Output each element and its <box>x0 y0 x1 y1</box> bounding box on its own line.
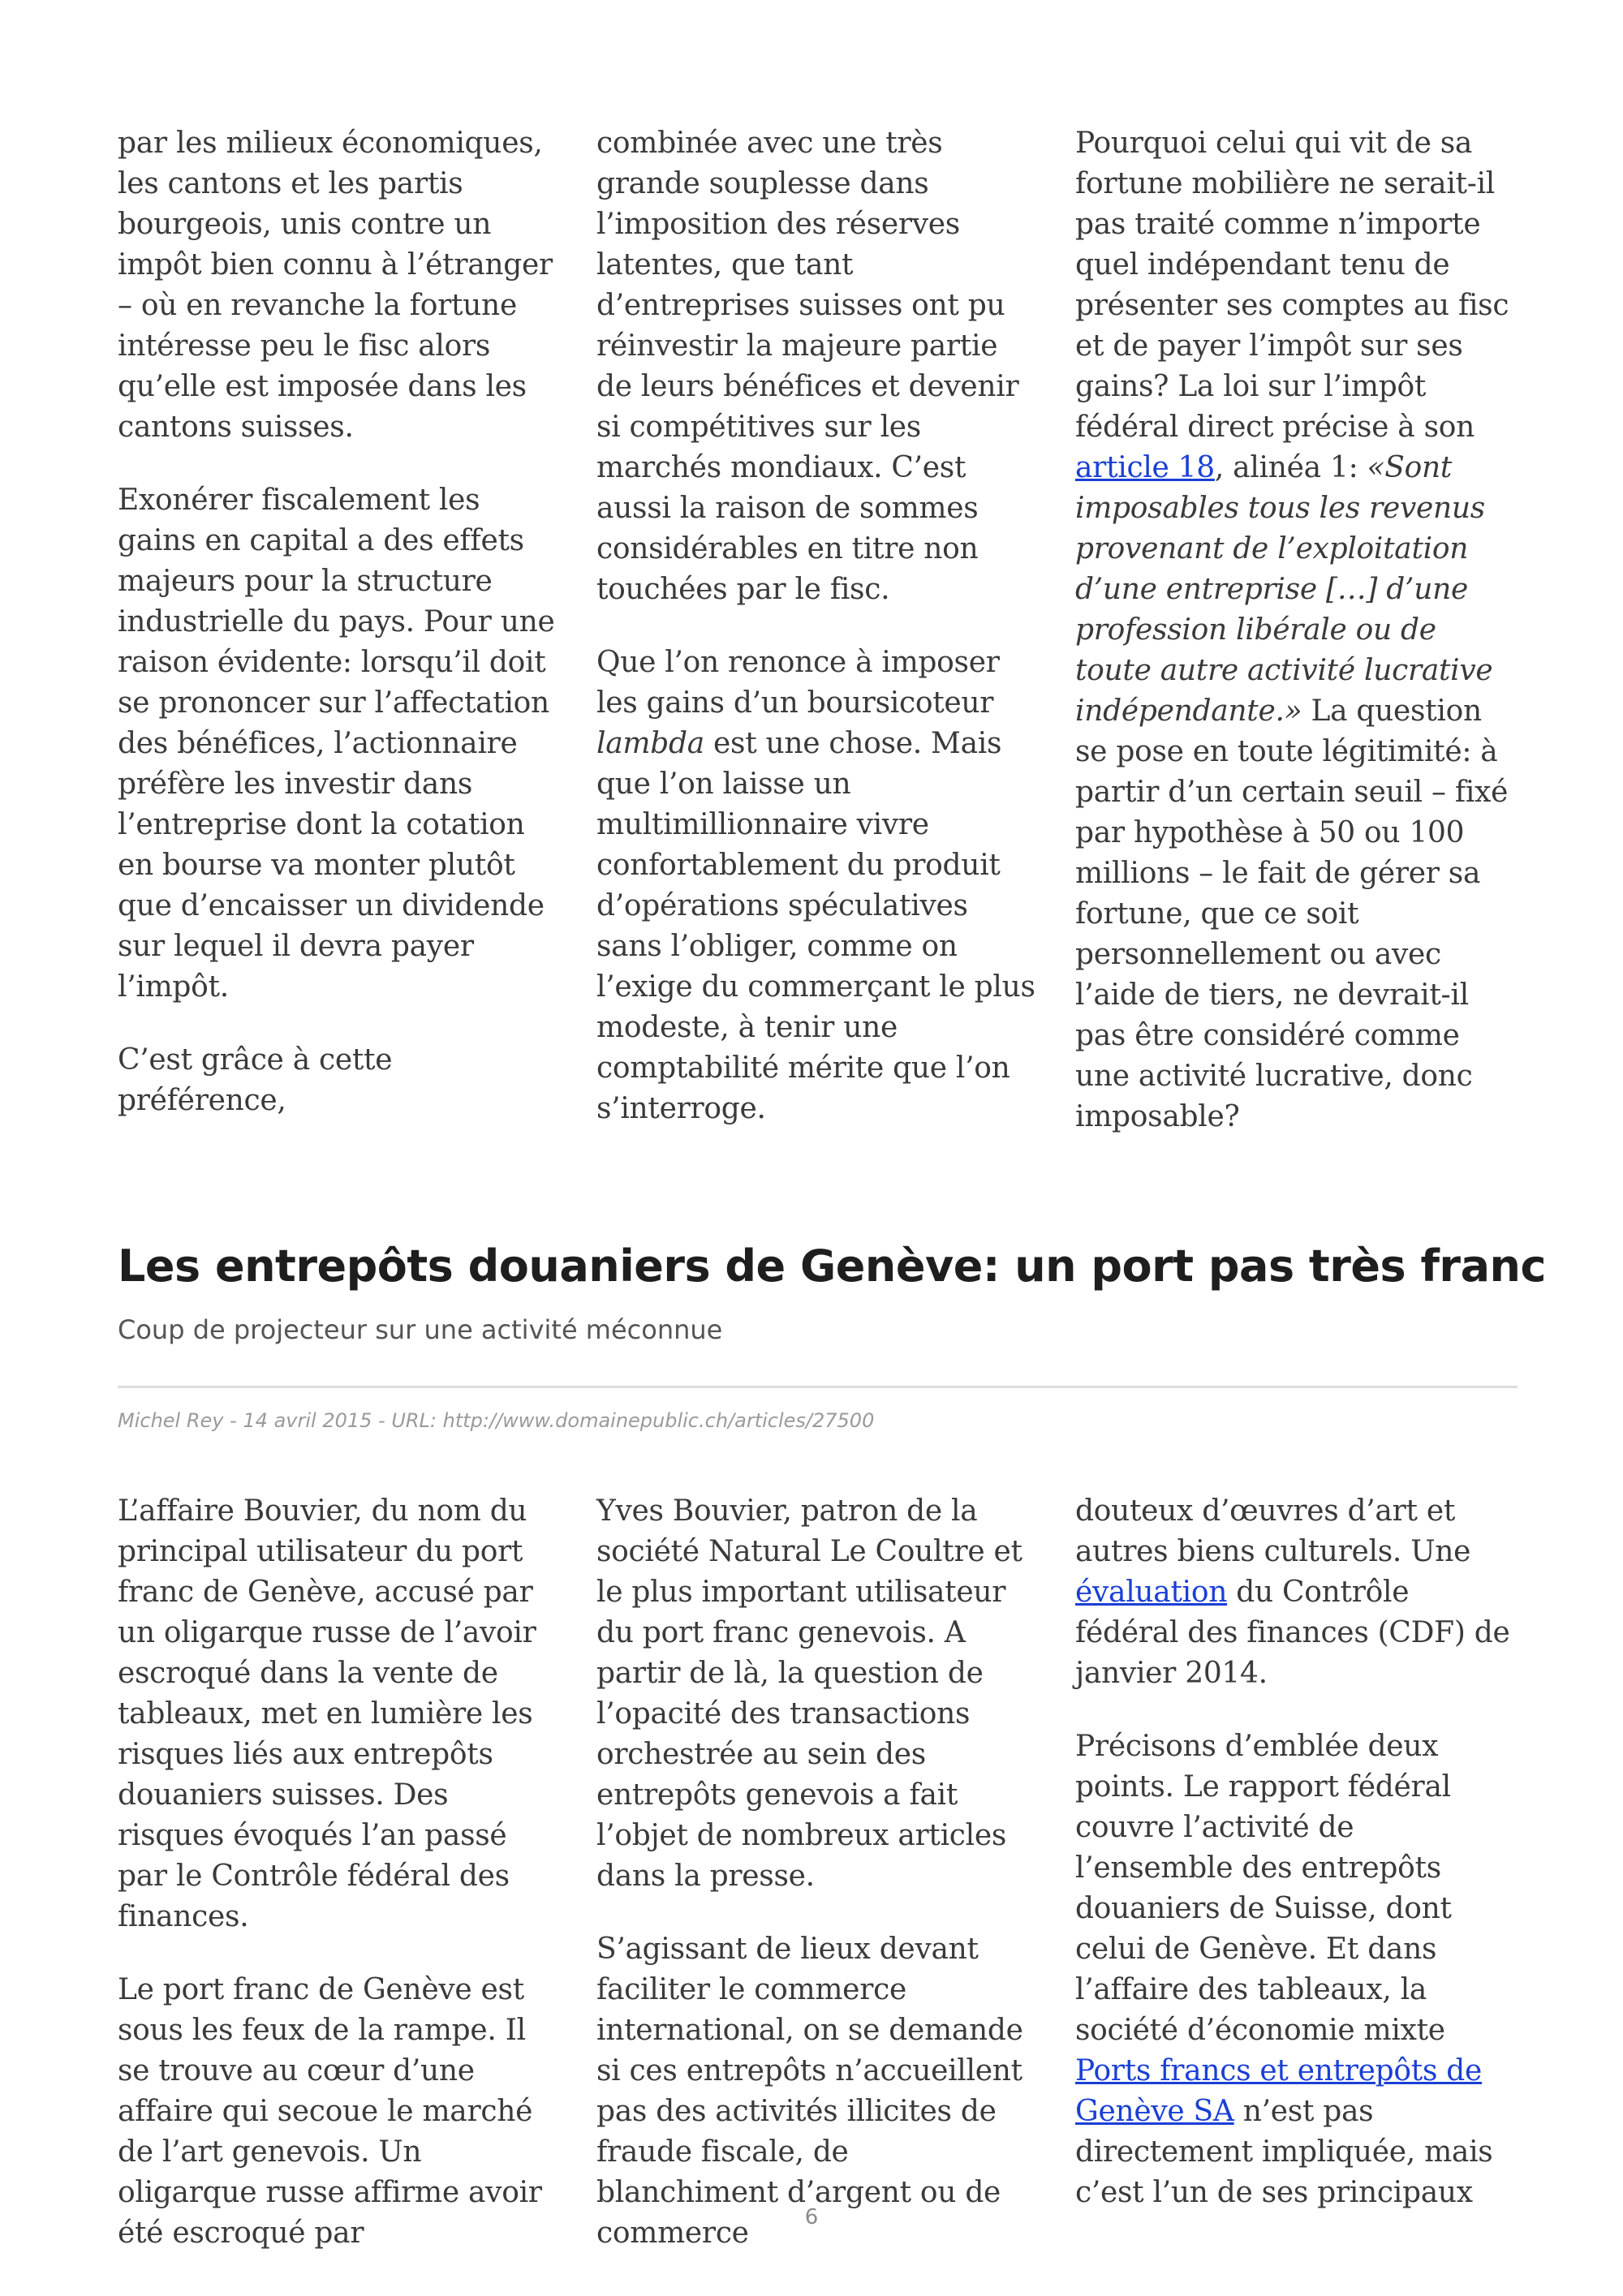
paragraph: Exonérer fiscalement les gains en capital a des effets majeurs pour la structure industrielle du pays. Pour une raison évidente: lorsqu’il doit se prononcer sur l’affectation des bénéfices, l’actionnaire préfère les investir dans l’entreprise dont la cotation en bourse va monter plutôt que d’encaisser un dividende sur lequel il devra payer l’impôt. <box>118 484 555 1004</box>
paragraph: Que l’on renonce à imposer les gains d’un boursicoteur lambda est une chose. Mais que l’on laisse un multimillionnaire vivre confortablement du produit d’opérations spéculatives sans l’obliger, comme on l’exige du commerçant le plus modeste, à tenir une comptabilité mérite que l’on s’interroge. <box>596 646 1035 1125</box>
article-subtitle: Coup de projecteur sur une activité méconnue <box>118 1314 723 1345</box>
column-3 <box>1075 1491 1518 2254</box>
paragraph: L’affaire Bouvier, du nom du principal utilisateur du port franc de Genève, accusé par un oligarque russe de l’avoir escroqué dans la vente de tableaux, met en lumière les risques liés aux entrepôts douaniers suisses. Des risques évoqués l’an passé par le Contrôle fédéral des finances. <box>118 1494 536 1933</box>
article-columns <box>118 1491 1518 2254</box>
column-1 <box>118 123 560 1137</box>
column-1 <box>118 1491 560 2254</box>
law-quote: «Sont imposables tous les revenus provenant de l’exploitation d’une entreprise […] d’une profession libérale ou de toute autre activité lucrative indépendante.» <box>1075 451 1493 728</box>
previous-article-columns <box>118 123 1518 1137</box>
paragraph: douteux d’œuvres d’art et autres biens culturels. Une évaluation du Contrôle fédéral des finances (CDF) de janvier 2014. <box>1075 1494 1510 1690</box>
column-3 <box>1075 123 1518 1137</box>
paragraph: Pourquoi celui qui vit de sa fortune mobilière ne serait-il pas traité comme n’importe quel indépendant tenu de présenter ses comptes au fisc et de payer l’impôt sur ses gains? La loi sur l’impôt fédéral direct précise à son article 18, alinéa 1: «Sont imposables tous les revenus provenant de l’exploitation d’une entreprise […] d’une profession libérale ou de toute autre activité lucrative indépendante.» La question se pose en toute légitimité: à partir d’un certain seuil – fixé par hypothèse à 50 ou 100 millions – le fait de gérer sa fortune, que ce soit personnellement ou avec l’aide de tiers, ne devrait-il pas être considéré comme une activité lucrative, donc imposable? <box>1075 127 1509 1133</box>
ports-francs-link[interactable]: Ports francs et entrepôts de Genève SA <box>1075 2054 1483 2128</box>
paragraph: combinée avec une très grande souplesse dans l’imposition des réserves latentes, que tant d’entreprises suisses ont pu réinvestir la majeure partie de leurs bénéfices et devenir si compétitives sur les marchés mondiaux. C’est aussi la raison de sommes considérables en titre non touchées par le fisc. <box>596 127 1019 606</box>
column-2 <box>596 1491 1039 2254</box>
paragraph: S’agissant de lieux devant faciliter le commerce international, on se demande si ces entrepôts n’accueillent pas des activités illicites de fraude fiscale, de blanchiment d’argent ou de commerce <box>596 1933 1023 2250</box>
paragraph: C’est grâce à cette préférence, <box>118 1043 393 1117</box>
emphasis-text: lambda <box>596 727 704 760</box>
paragraph: par les milieux économiques, les cantons et les partis bourgeois, unis contre un impôt bien connu à l’étranger – où en revanche la fortune intéresse peu le fisc alors qu’elle est imposée dans les cantons suisses. <box>118 127 553 444</box>
paragraph: Le port franc de Genève est sous les feux de la rampe. Il se trouve au cœur d’une affaire qui secoue le marché de l’art genevois. Un oligarque russe affirme avoir été escroqué par <box>118 1973 542 2250</box>
header-divider <box>118 1386 1518 1388</box>
paragraph: Yves Bouvier, patron de la société Natural Le Coultre et le plus important utilisateur du port franc genevois. A partir de là, la question de l’opacité des transactions orchestrée au sein des entrepôts genevois a fait l’objet de nombreux articles dans la presse. <box>596 1494 1022 1893</box>
paragraph: Précisons d’emblée deux points. Le rapport fédéral couvre l’activité de l’ensemble des entrepôts douaniers de Suisse, dont celui de Genève. Et dans l’affaire des tableaux, la société d’économie mixte Ports francs et entrepôts de Genève SA n’est pas directement impliquée, mais c’est l’un de ses principaux <box>1075 1730 1493 2209</box>
article-18-link[interactable]: article 18 <box>1075 451 1215 484</box>
article-byline: Michel Rey - 14 avril 2015 - URL: http://www.domainepublic.ch/articles/27500 <box>118 1409 875 1432</box>
evaluation-link[interactable]: évaluation <box>1075 1576 1228 1609</box>
column-2 <box>596 123 1039 1137</box>
article-title: Les entrepôts douaniers de Genève: un port pas très franc <box>118 1240 1546 1292</box>
page-number: 6 <box>804 2205 819 2229</box>
